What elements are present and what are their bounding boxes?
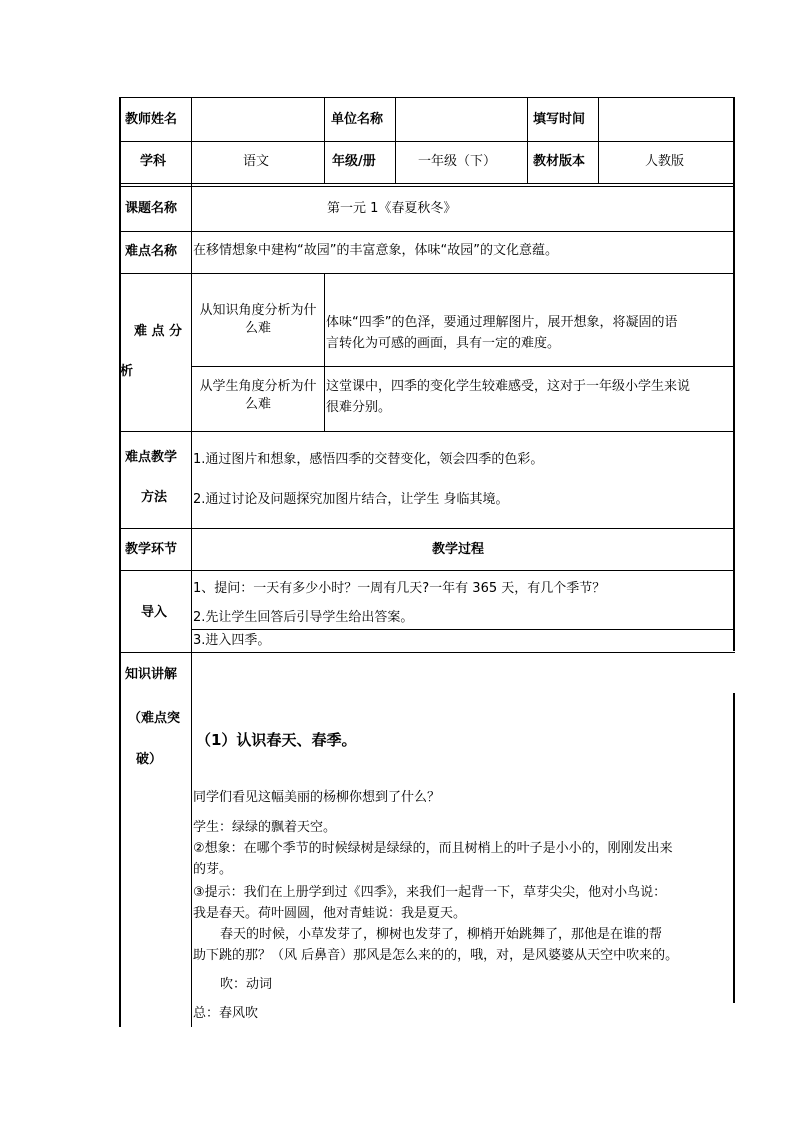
knowledge-label: 知识讲解 — [125, 667, 178, 682]
col-line — [191, 652, 192, 1027]
student-angle-line2: 很难分别。 — [326, 400, 392, 415]
analysis-label-cont: 析 — [120, 364, 134, 379]
knowledge-angle-line1: 体味“四季”的色泽，要通过理解图片，展开想象，将凝固的语 — [326, 315, 678, 330]
table-right-border — [733, 97, 735, 651]
unit-label: 单位名称 — [331, 112, 384, 127]
edition-value: 人教版 — [645, 154, 685, 169]
col-line — [527, 97, 528, 183]
row-line — [119, 431, 735, 432]
row-line — [191, 629, 735, 630]
difficulty-value: 在移情想象中建构“故园”的丰富意象，体味“故园”的文化意蕴。 — [193, 243, 558, 258]
row-line — [119, 231, 735, 232]
grade-label: 年级/册 — [332, 154, 376, 169]
knowledge-label-end: 破） — [136, 752, 163, 767]
intro-item-1: 1、提问：一天有多少小时？一周有几天?一年有 365 天，有几个季节？ — [193, 581, 606, 596]
method-item-2: 2.通过讨论及问题探究加图片结合，让学生 身临其境。 — [193, 492, 509, 507]
table-right-border-lower — [733, 693, 735, 1003]
paragraph-4-line2: 我是春天。荷叶圆圆，他对青蛙说：我是夏天。 — [193, 906, 467, 921]
subject-value: 语文 — [243, 154, 270, 169]
row-line — [119, 183, 735, 184]
paragraph-3-line2: 的芽。 — [193, 862, 233, 877]
col-line — [598, 97, 599, 183]
paragraph-3-line1: ②想象：在哪个季节的时候绿树是绿绿的，而且树梢上的叶子是小小的，刚刚发出来 — [193, 841, 673, 856]
process-content-header: 教学过程 — [432, 542, 485, 557]
row-line — [191, 366, 735, 367]
student-angle-label: 从学生角度分析为什么难 — [199, 379, 317, 412]
row-line — [119, 141, 735, 142]
grade-value: 一年级（下） — [418, 154, 497, 169]
table-left-border — [119, 97, 121, 1027]
paragraph-5-line1: 春天的时候，小草发芽了，柳树也发芽了，柳梢开始跳舞了，那他是在谁的帮 — [220, 927, 663, 942]
subject-label: 学科 — [140, 154, 167, 169]
intro-item-3: 3.进入四季。 — [193, 633, 271, 648]
paragraph-1: 同学们看见这幅美丽的杨柳你想到了什么？ — [193, 790, 441, 805]
process-step-header: 教学环节 — [125, 542, 178, 557]
col-line — [324, 97, 325, 183]
knowledge-angle-line2: 言转化为可感的画面，具有一定的难度。 — [326, 336, 561, 351]
row-line — [119, 186, 735, 187]
edition-label: 教材版本 — [533, 154, 586, 169]
intro-label: 导入 — [141, 605, 168, 620]
col-line — [324, 273, 325, 431]
paragraph-4-line1: ③提示：我们在上册学到过《四季》，来我们一起背一下，草芽尖尖，他对小鸟说： — [193, 885, 667, 900]
col-line — [191, 97, 192, 652]
paragraph-6: 吹：动词 — [220, 977, 273, 992]
paragraph-7: 总：春风吹 — [193, 1006, 259, 1021]
row-line — [119, 652, 735, 653]
analysis-label: 难 点 分 — [134, 324, 183, 339]
section-heading: （1）认识春天、春季。 — [196, 731, 357, 749]
knowledge-angle-label: 从知识角度分析为什么难 — [199, 303, 317, 336]
paragraph-5-line2: 助下跳的那？（风 后鼻音）那风是怎么来的的，哦，对，是风婆婆从天空中吹来的。 — [193, 948, 679, 963]
col-line — [395, 97, 396, 183]
method-item-1: 1.通过图片和想象，感悟四季的交替变化，领会四季的色彩。 — [193, 452, 544, 467]
row-line — [119, 97, 735, 98]
student-angle-line1: 这堂课中，四季的变化学生较难感受，这对于一年级小学生来说 — [326, 379, 691, 394]
row-line — [119, 528, 735, 529]
method-label-cont: 方法 — [141, 490, 168, 505]
intro-item-2: 2.先让学生回答后引导学生给出答案。 — [193, 610, 414, 625]
lesson-value: 第一元 1《春夏秋冬》 — [327, 201, 457, 216]
date-label: 填写时间 — [533, 112, 586, 127]
difficulty-label: 难点名称 — [125, 244, 178, 259]
row-line — [119, 273, 735, 274]
knowledge-label-cont: （难点突 — [128, 711, 181, 726]
lesson-label: 课题名称 — [125, 201, 178, 216]
paragraph-2: 学生：绿绿的飘着天空。 — [193, 820, 337, 835]
teacher-label: 教师姓名 — [125, 112, 178, 127]
row-line — [119, 570, 735, 571]
method-label: 难点教学 — [125, 450, 178, 465]
